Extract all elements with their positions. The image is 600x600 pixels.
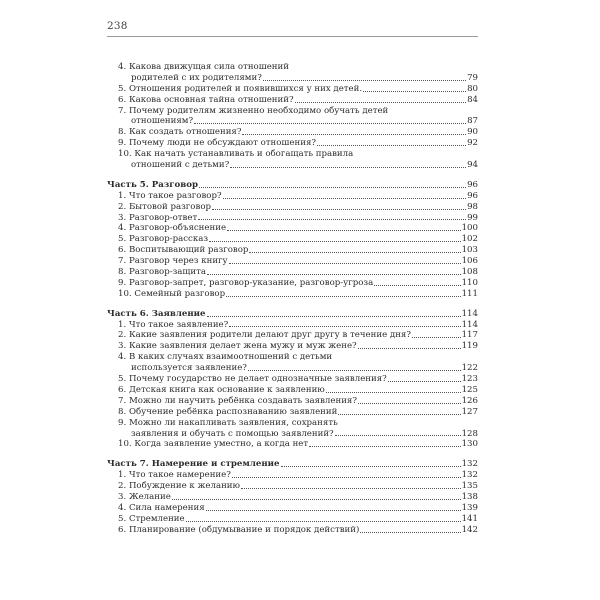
entry-title — [118, 289, 225, 300]
page-ref: 108 — [461, 267, 478, 278]
page-ref: 127 — [461, 406, 478, 417]
entry-number: 4. — [118, 502, 127, 513]
toc-entry[interactable] — [107, 106, 478, 117]
entry-text: Отношения родителей и появившихся у них детей. — [128, 83, 363, 94]
entry-number: 6. — [118, 384, 127, 395]
dot-leader — [207, 316, 461, 317]
page-ref: 125 — [461, 384, 478, 395]
entry-text-continued: заявления и обучать с помощью заявлений? — [131, 428, 334, 439]
page-ref: 139 — [461, 502, 478, 513]
toc-entry[interactable] — [107, 341, 478, 352]
toc-entry[interactable] — [107, 492, 478, 503]
entry-number: 4. — [118, 62, 127, 72]
toc-part-heading[interactable] — [107, 309, 478, 320]
toc-entry[interactable] — [107, 62, 478, 73]
toc-entry[interactable] — [107, 138, 478, 149]
toc-entry[interactable] — [107, 149, 478, 160]
toc-entry[interactable] — [107, 213, 478, 224]
toc-entry[interactable] — [107, 84, 478, 95]
entry-text: Разговор-рассказ — [128, 234, 209, 245]
entry-number: 6. — [118, 245, 127, 256]
entry-title — [118, 138, 316, 149]
page-ref: 100 — [461, 223, 478, 234]
entry-text: Можно ли научить ребёнка создавать заявления? — [128, 395, 357, 406]
page-ref: 80 — [467, 83, 478, 94]
page-ref: 126 — [461, 395, 478, 406]
page-ref: 142 — [461, 524, 478, 535]
dot-leader — [338, 414, 460, 415]
entry-text: Как начать устанавливать и обогащать правила — [134, 149, 354, 160]
entry-text: Бытовой разговор — [128, 201, 211, 212]
toc-entry[interactable] — [107, 330, 478, 341]
entry-text: Желание — [128, 491, 171, 502]
dot-leader — [358, 403, 461, 404]
entry-text: Что такое намерение? — [128, 470, 231, 481]
page-ref: 128 — [461, 428, 478, 439]
entry-title — [118, 245, 248, 256]
entry-title — [118, 525, 359, 536]
page-ref: 141 — [461, 513, 478, 524]
entry-text: В каких случаях взаимоотношений с детьми — [128, 352, 333, 363]
dot-leader — [241, 488, 461, 489]
entry-title — [118, 202, 211, 213]
dot-leader — [249, 252, 460, 253]
entry-text-continued: используется заявление? — [131, 363, 247, 374]
entry-title — [118, 352, 332, 363]
entry-title — [118, 418, 338, 429]
toc-entry[interactable] — [107, 352, 478, 363]
toc-entry[interactable] — [107, 234, 478, 245]
page-number: 238 — [107, 20, 128, 32]
toc-entry[interactable] — [107, 374, 478, 385]
entry-text: Какие заявления делает жена мужу и муж жене? — [128, 341, 357, 352]
dot-leader — [209, 241, 461, 242]
page-ref: 130 — [461, 439, 478, 450]
entry-number: 5. — [118, 234, 127, 245]
entry-number: 3. — [118, 491, 127, 502]
page-ref: 114 — [461, 308, 478, 319]
page-ref: 103 — [461, 245, 478, 256]
entry-text: Почему люди не обсуждают отношения? — [128, 138, 316, 149]
entry-number: 2. — [118, 330, 127, 341]
header-rule — [107, 36, 478, 37]
entry-number: 6. — [118, 524, 127, 535]
page-ref: 99 — [467, 212, 478, 223]
page-ref: 111 — [461, 288, 478, 299]
entry-title — [118, 234, 208, 245]
entry-number: 2. — [118, 481, 127, 492]
dot-leader — [172, 499, 461, 500]
entry-text: Семейный разговор — [134, 288, 226, 299]
page-ref: 92 — [467, 138, 478, 149]
entry-number: 5. — [118, 83, 127, 94]
toc-entry[interactable] — [107, 223, 478, 234]
toc-entry[interactable] — [107, 191, 478, 202]
page-ref: 94 — [467, 160, 478, 171]
entry-text: Разговор-запрет, разговор-указание, разговор-угроза — [128, 277, 374, 288]
dot-leader — [412, 337, 461, 338]
toc-entry[interactable] — [107, 320, 478, 331]
entry-text: Воспитывающий разговор — [128, 245, 249, 256]
page-ref: 90 — [467, 127, 478, 138]
page-ref: 135 — [461, 481, 478, 492]
entry-number: 1. — [118, 470, 127, 481]
entry-title — [118, 149, 353, 160]
entry-title — [118, 374, 387, 385]
toc-entry[interactable] — [107, 525, 478, 536]
page-ref: 98 — [467, 201, 478, 212]
entry-text: Что такое разговор? — [128, 190, 222, 201]
dot-leader — [326, 392, 461, 393]
dot-leader — [199, 187, 466, 188]
page-ref: 79 — [467, 72, 478, 83]
dot-leader — [317, 145, 466, 146]
dot-leader — [212, 209, 466, 210]
toc-entry[interactable] — [107, 289, 478, 300]
page-ref: 138 — [461, 491, 478, 502]
entry-text-continued: отношений с детьми? — [131, 160, 230, 171]
entry-title — [118, 503, 205, 514]
entry-number: 10. — [118, 439, 132, 450]
toc-entry[interactable] — [107, 396, 478, 407]
entry-number: 3. — [118, 341, 127, 352]
dot-leader — [227, 230, 461, 231]
entry-number: 6. — [118, 94, 127, 105]
section-gap — [107, 300, 478, 305]
page-ref: 96 — [467, 179, 478, 190]
entry-number: 7. — [118, 256, 127, 267]
entry-text: Что такое заявление? — [128, 319, 229, 330]
section-gap — [107, 450, 478, 455]
entry-number: 3. — [118, 212, 127, 223]
entry-number: 2. — [118, 201, 127, 212]
toc-entry-continuation[interactable] — [107, 73, 478, 84]
toc-entry[interactable] — [107, 470, 478, 481]
toc-entry-continuation[interactable] — [107, 160, 478, 171]
entry-number: 5. — [118, 513, 127, 524]
entry-text: Разговор-защита — [128, 267, 207, 278]
entry-text-continued: отношениям? — [131, 116, 194, 127]
toc-part-heading[interactable] — [107, 180, 478, 191]
dot-leader — [248, 370, 461, 371]
entry-number: 7. — [118, 395, 127, 406]
toc-entry[interactable] — [107, 407, 478, 418]
section-gap — [107, 171, 478, 176]
toc-entry[interactable] — [107, 267, 478, 278]
entry-number: 9. — [118, 138, 127, 149]
entry-number: 10. — [118, 149, 132, 160]
dot-leader — [226, 296, 460, 297]
entry-title — [118, 106, 388, 117]
entry-title — [118, 127, 241, 138]
dot-leader — [360, 532, 460, 533]
entry-title — [118, 84, 362, 95]
toc-entry[interactable] — [107, 385, 478, 396]
toc-entry[interactable] — [107, 127, 478, 138]
dot-leader — [232, 477, 461, 478]
page-ref: 123 — [461, 374, 478, 385]
entry-text: Разговор-ответ — [128, 212, 198, 223]
dot-leader — [194, 123, 466, 124]
entry-text: Как создать отношения? — [128, 127, 242, 138]
page-ref: 122 — [461, 363, 478, 374]
page-ref: 96 — [467, 190, 478, 201]
page-ref: 110 — [461, 277, 478, 288]
entry-number: 9. — [118, 417, 127, 428]
entry-text: Планирование (обдумывание и порядок действий) — [128, 524, 360, 535]
entry-text: Какова основная тайна отношений? — [128, 94, 294, 105]
toc-entry[interactable] — [107, 514, 478, 525]
dot-leader — [374, 285, 460, 286]
entry-text: Побуждение к желанию — [128, 481, 241, 492]
toc-entry[interactable] — [107, 481, 478, 492]
entry-title — [118, 62, 289, 73]
entry-number: 8. — [118, 267, 127, 278]
entry-number: 8. — [118, 406, 127, 417]
entry-title — [118, 341, 357, 352]
entry-text: Разговор через книгу — [128, 256, 228, 267]
entry-title — [118, 439, 308, 450]
toc-entry[interactable] — [107, 418, 478, 429]
entry-number: 9. — [118, 277, 127, 288]
entry-number: 8. — [118, 127, 127, 138]
toc-entry-continuation[interactable] — [107, 429, 478, 440]
entry-text: Стремление — [128, 513, 185, 524]
entry-title — [118, 191, 222, 202]
toc-entry[interactable] — [107, 278, 478, 289]
dot-leader — [363, 91, 466, 92]
entry-text-continued: родителей с их родителями? — [131, 72, 262, 83]
dot-leader — [388, 381, 461, 382]
dot-leader — [335, 435, 461, 436]
dot-leader — [198, 219, 466, 220]
toc-part-heading[interactable] — [107, 459, 478, 470]
page-ref: 106 — [461, 256, 478, 267]
entry-title — [118, 470, 231, 481]
entry-title — [118, 330, 411, 341]
toc-entry[interactable] — [107, 439, 478, 450]
entry-text: Обучение ребёнка распознаванию заявлений — [128, 406, 338, 417]
part-title: Часть 7. Намерение и стремление — [107, 459, 280, 470]
toc-entry[interactable] — [107, 503, 478, 514]
entry-text: Какие заявления родители делают друг другу в течение дня? — [128, 330, 411, 341]
toc-entry[interactable] — [107, 256, 478, 267]
entry-text: Какова движущая сила отношений — [128, 62, 289, 72]
page-ref: 87 — [467, 116, 478, 127]
entry-number: 7. — [118, 105, 127, 116]
page-ref: 117 — [461, 330, 478, 341]
dot-leader — [229, 263, 461, 264]
toc-entry-continuation[interactable] — [107, 363, 478, 374]
page-ref: 114 — [461, 319, 478, 330]
entry-title — [118, 223, 226, 234]
dot-leader — [263, 80, 466, 81]
entry-number: 1. — [118, 190, 127, 201]
entry-title — [118, 267, 206, 278]
dot-leader — [186, 521, 461, 522]
table-of-contents — [107, 62, 478, 536]
entry-title — [118, 213, 197, 224]
entry-text: Можно ли накапливать заявления, сохранять — [128, 417, 338, 428]
entry-number: 4. — [118, 352, 127, 363]
entry-number: 1. — [118, 319, 127, 330]
entry-title — [118, 385, 325, 396]
entry-title — [118, 256, 228, 267]
dot-leader — [207, 274, 461, 275]
entry-title — [118, 278, 373, 289]
part-title: Часть 6. Заявление — [107, 308, 206, 319]
entry-number: 5. — [118, 374, 127, 385]
entry-text: Сила намерения — [128, 502, 205, 513]
entry-text: Почему государство не делает однозначные заявления? — [128, 374, 387, 385]
entry-text: Разговор-объяснение — [128, 223, 227, 234]
page-ref: 84 — [467, 94, 478, 105]
entry-title — [118, 95, 294, 106]
entry-text: Когда заявление уместно, а когда нет — [134, 439, 309, 450]
entry-number: 10. — [118, 288, 132, 299]
entry-title — [118, 396, 357, 407]
part-title: Часть 5. Разговор — [107, 179, 198, 190]
toc-entry[interactable] — [107, 202, 478, 213]
entry-number: 4. — [118, 223, 127, 234]
entry-title — [118, 492, 171, 503]
page-ref: 132 — [461, 470, 478, 481]
dot-leader — [223, 198, 466, 199]
toc-entry[interactable] — [107, 245, 478, 256]
dot-leader — [242, 134, 466, 135]
dot-leader — [281, 466, 461, 467]
entry-title — [118, 320, 228, 331]
entry-title — [118, 407, 337, 418]
entry-text: Детская книга как основание к заявлению — [128, 384, 325, 395]
dot-leader — [230, 167, 466, 168]
dot-leader — [229, 326, 460, 327]
page-ref: 102 — [461, 234, 478, 245]
toc-entry[interactable] — [107, 95, 478, 106]
dot-leader — [309, 446, 460, 447]
toc-entry-continuation[interactable] — [107, 116, 478, 127]
entry-text: Почему родителям жизненно необходимо обучать детей — [128, 105, 389, 116]
dot-leader — [358, 348, 461, 349]
entry-title — [118, 514, 185, 525]
entry-title — [118, 481, 240, 492]
dot-leader — [295, 102, 466, 103]
dot-leader — [206, 510, 461, 511]
page-ref: 132 — [461, 459, 478, 470]
page-ref: 119 — [461, 341, 478, 352]
